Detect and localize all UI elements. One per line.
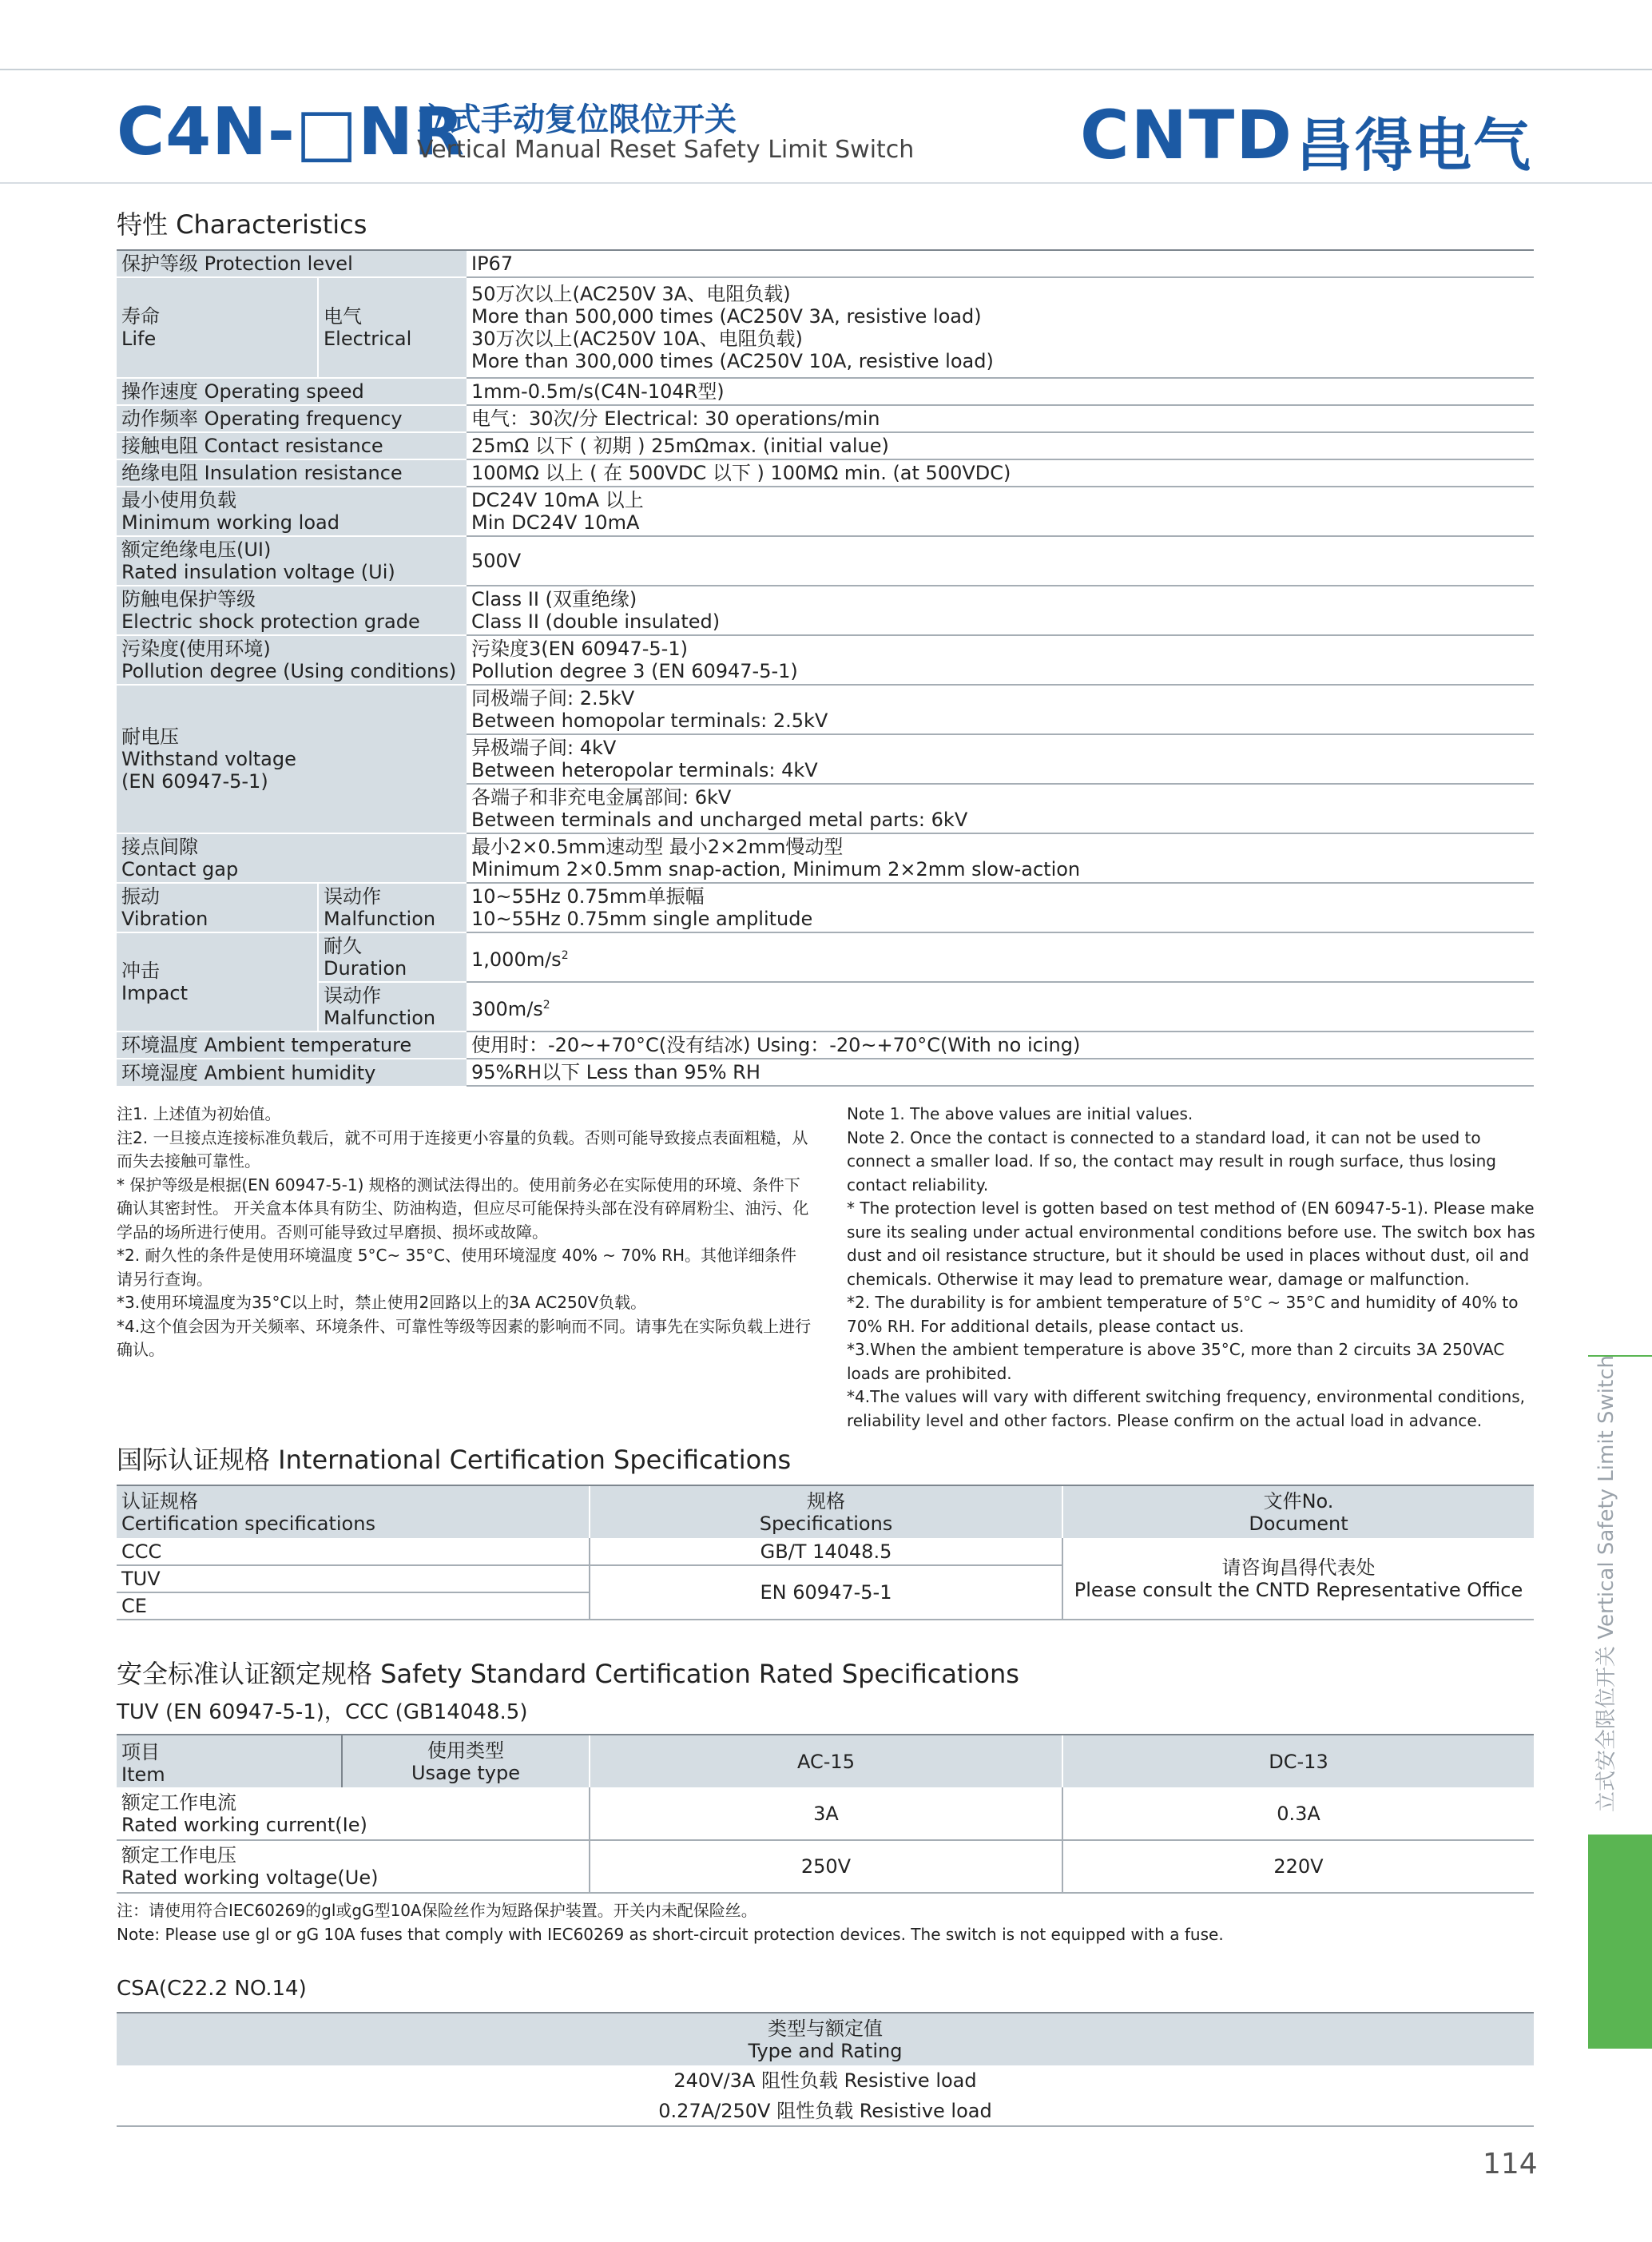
table-row: 误动作 Malfunction $300m/s^2$ xyxy=(117,982,1534,1032)
table-row: 操作速度 Operating speed 1mm-0.5m/s(C4N-104R型) xyxy=(117,378,1534,405)
table-row: 额定工作电压 Rated working voltage(Ue) 250V 220V xyxy=(117,1840,1534,1893)
table-row: 各端子和非充电金属部间: 6kV Between terminals and uncharged metal parts: 6kV xyxy=(117,784,1534,833)
table-row: CE xyxy=(117,1592,1534,1620)
brand-logo: CNTD xyxy=(1080,96,1293,174)
table-row: 类型与额定值 Type and Rating xyxy=(117,2013,1534,2065)
side-tab-marker xyxy=(1588,1835,1652,2049)
model-number: C4N-□NR xyxy=(117,94,466,170)
table-row: 240V/3A 阻性负载 Resistive load xyxy=(673,2069,977,2092)
intl-cert-table xyxy=(117,1485,1534,1620)
table-row: 寿命 Life 电气 Electrical 50万次以上(AC250V 3A、电阻负载) More than 500,000 times (AC250V 3A, resistive load) 30万次以上(AC250V 10A、电阻负载) More than 300,000 times (AC250V 10A, resistive load) xyxy=(117,277,1534,378)
safety-cert-subtitle: TUV (EN 60947-5-1)，CCC (GB14048.5) xyxy=(117,1700,528,1724)
safety-cert-title: 安全标准认证额定规格 Safety Standard Certification Rated Specifications xyxy=(117,1659,1019,1689)
intl-cert-title: 国际认证规格 International Certification Specifications xyxy=(117,1445,792,1475)
table-row: 接触电阻 Contact resistance 25mΩ 以下 ( 初期 ) 25mΩmax. (initial value) xyxy=(117,432,1534,459)
notes-en: Note 1. The above values are initial values. Note 2. Once the contact is connected to a standard load, it can not be used to connect a smaller load. If so, the contact may result in rough surface, thus losing contact reliability. * The protection level is gotten based on test method of (EN 60947-5-1). Please make sure its sealing under actual environmental conditions before use. The switch box has dust and oil resistance structure, but it should be used in places without dust, oil and chemicals. Otherwise it may lead to premature wear, damage or malfunction. *2. The durability is for ambient temperature of 5°C ~ 35°C and humidity of 40% to 70% RH. For additional details, please contact us. *3.When the ambient temperature is above 35°C, more than 2 circuits 3A 250VAC loads are prohibited. *4.The values will vary with different switching frequency, environmental conditions, reliability level and other factors. Please confirm on the actual load in advance. xyxy=(847,1104,1535,1430)
csa-table xyxy=(117,2012,1534,2127)
safety-cert-table xyxy=(117,1734,1534,1894)
table-row: TUV EN 60947-5-1 xyxy=(117,1565,1534,1592)
table-row: 耐电压 Withstand voltage (EN 60947-5-1) 同极端子间: 2.5kV Between homopolar terminals: 2.5kV xyxy=(117,685,1534,734)
table-row: 认证规格 Certification specifications 规格 Specifications 文件No. Document xyxy=(117,1485,1534,1538)
table-row: 绝缘电阻 Insulation resistance 100MΩ 以上 ( 在 500VDC 以下 ) 100MΩ min. (at 500VDC) xyxy=(117,459,1534,487)
table-row: 额定绝缘电压(UI) Rated insulation voltage (Ui) 500V xyxy=(117,536,1534,586)
header-rule xyxy=(0,182,1652,184)
title-en: Vertical Manual Reset Safety Limit Switch xyxy=(417,136,915,164)
top-rule xyxy=(0,69,1652,70)
page-number: 114 xyxy=(1483,2148,1538,2180)
table-row: 0.27A/250V 阻性负载 Resistive load xyxy=(117,2096,1534,2126)
safety-cert-note: 注：请使用符合IEC60269的gl或gG型10A保险丝作为短路保护装置。开关内未配保险丝。 Note: Please use gl or gG 10A fuses that comply with IEC60269 as short-circuit protection devices. The switch is not equipped with a fuse. xyxy=(117,1901,1224,1944)
side-tab-label: 立式安全限位开关 Vertical Safety Limit Switch xyxy=(1594,1355,1618,1812)
table-row: 环境温度 Ambient temperature 使用时：-20~+70°C(没有结冰) Using：-20~+70°C(With no icing) xyxy=(117,1032,1534,1059)
table-row: CCC GB/T 14048.5 请咨询昌得代表处 Please consult the CNTD Representative Office xyxy=(117,1538,1534,1565)
table-row: 接点间隙 Contact gap 最小2×0.5mm速动型 最小2×2mm慢动型 Minimum 2×0.5mm snap-action, Minimum 2×2mm slow-action xyxy=(117,833,1534,883)
table-row: 异极端子间: 4kV Between heteropolar terminals: 4kV xyxy=(117,734,1534,784)
table-row: 污染度(使用环境) Pollution degree (Using conditions) 污染度3(EN 60947-5-1) Pollution degree 3 (EN 60947-5-1) xyxy=(117,635,1534,685)
brand-name-cn: 昌得电气 xyxy=(1296,112,1533,179)
characteristics-table xyxy=(117,249,1534,1087)
table-row: 项目 Item 使用类型 Usage type AC-15 DC-13 xyxy=(117,1735,1534,1787)
table-row: 冲击 Impact 耐久 Duration $1,000m/s^2$ xyxy=(117,932,1534,982)
table-row: 动作频率 Operating frequency 电气：30次/分 Electrical: 30 operations/min xyxy=(117,405,1534,432)
table-row: 环境湿度 Ambient humidity 95%RH以下 Less than 95% RH xyxy=(117,1059,1534,1086)
table-row: 振动 Vibration 误动作 Malfunction 10~55Hz 0.75mm单振幅 10~55Hz 0.75mm single amplitude xyxy=(117,883,1534,932)
table-row: 保护等级 Protection level IP67 xyxy=(117,250,1534,277)
title-cn: 立式手动复位限位开关 xyxy=(417,101,737,138)
notes-cn: 注1. 上述值为初始值。 注2. 一旦接点连接标准负载后，就不可用于连接更小容量的负载。否则可能导致接点表面粗糙，从而失去接触可靠性。 * 保护等级是根据(EN 60947-5-1) 规格的测试法得出的。使用前务必在实际使用的环境、条件下确认其密封性。 开关盒本体具有防尘、防油构造，但应尽可能保持头部在没有碎屑粉尘、油污、化学品的场所进行使用。否则可能导致过早磨损、损坏或故障。 *2. 耐久性的条件是使用环境温度 5°C~ 35°C、使用环境湿度 40% ~ 70% RH。其他详细条件请另行查询。 *3.使用环境温度为35°C以上时，禁止使用2回路以上的3A AC250V负载。 *4.这个值会因为开关频率、环境条件、可靠性等级等因素的影响而不同。请事先在实际负载上进行确认。 xyxy=(117,1104,812,1359)
characteristics-title: 特性 Characteristics xyxy=(117,209,367,240)
table-row: 最小使用负载 Minimum working load DC24V 10mA 以上 Min DC24V 10mA xyxy=(117,487,1534,536)
csa-title: CSA(C22.2 NO.14) xyxy=(117,1977,307,2001)
table-row: 额定工作电流 Rated working current(Ie) 3A 0.3A xyxy=(117,1787,1534,1840)
table-row: 防触电保护等级 Electric shock protection grade Class II (双重绝缘) Class II (double insulated) xyxy=(117,586,1534,635)
